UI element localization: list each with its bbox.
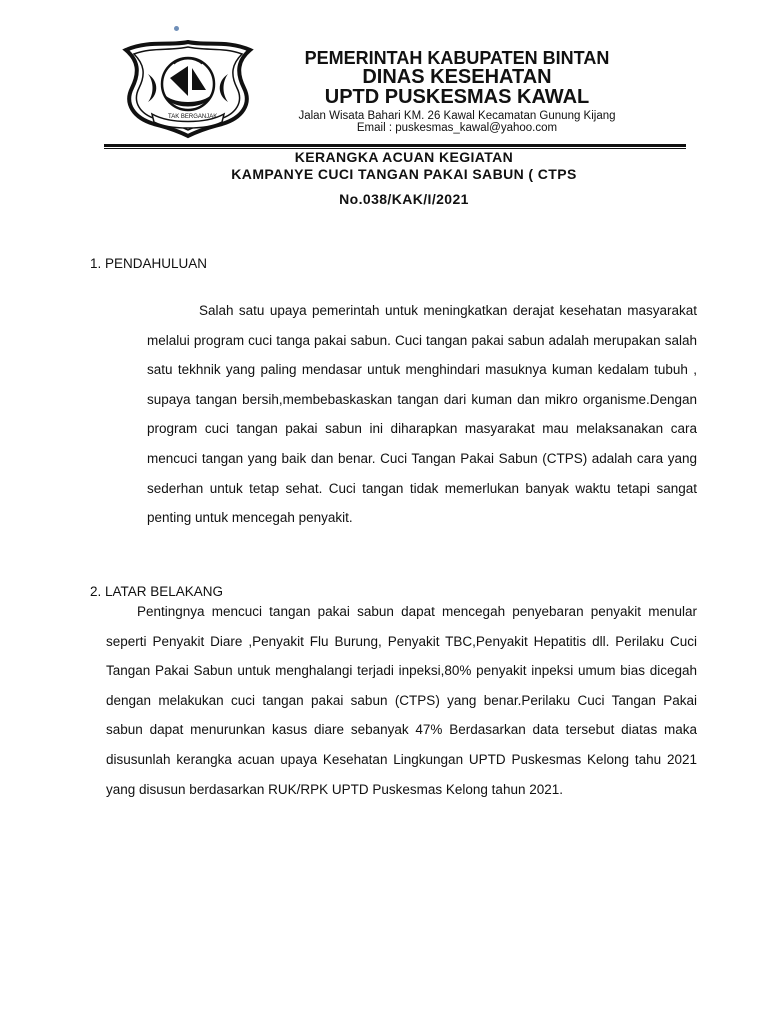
regional-emblem-icon [108,38,268,140]
document-title: KERANGKA ACUAN KEGIATAN [294,149,514,165]
email-line: Email : puskesmas_kawal@yahoo.com [356,122,558,134]
letterhead-rule-thick [104,144,686,147]
document-number: No.038/KAK/I/2021 [339,191,469,207]
government-name: PEMERINTAH KABUPATEN BINTAN [304,48,610,68]
logo-motto: TAK BERGANJAK [168,114,218,120]
document-subtitle: KAMPANYE CUCI TANGAN PAKAI SABUN ( CTPS [231,166,577,182]
unit-name: UPTD PUSKESMAS KAWAL [324,86,590,108]
section-heading-latar-belakang: 2. LATAR BELAKANG [90,584,224,599]
section-body-latar-belakang: Pentingnya mencuci tangan pakai sabun dapat mencegah penyebaran penyakit menular seperti Penyakit Diare ,Penyakit Flu Burung, Penyakit TBC,Penyakit Hepatitis dll. Perilaku Cuci Tangan Pakai Sabun untuk menghalangi terjadi inpeksi,80% penyakit inpeksi umum bias dicegah dengan melakukan cuci tangan pakai sabun (CTPS) yang benar.Perilaku Cuci Tangan Pakai sabun dapat menurunkan kasus diare sebanyak 47% Berdasarkan data tersebut diatas maka disusunlah kerangka acuan upaya Kesehatan Lingkungan UPTD Puskesmas Kelong tahu 2021 yang disusun berdasarkan RUK/RPK UPTD Puskesmas Kelong tahun 2021. [106,604,697,797]
section-heading-pendahuluan: 1. PENDAHULUAN [90,256,208,271]
agency-name: DINAS KESEHATAN [362,66,552,88]
section-body-pendahuluan: Salah satu upaya pemerintah untuk meningkatkan derajat kesehatan masyarakat melalui program cuci tanga pakai sabun. Cuci tangan pakai sabun adalah merupakan salah satu tekhnik yang paling mendasar untuk menghindari masuknya kuman kedalam tubuh , supaya tangan bersih,membebaskaskan tangan dari kuman dan mikro organisme.Dengan program cuci tangan pakai sabun ini diharapkan masyarakat mau melaksanakan cara mencuci tangan yang baik dan benar. Cuci Tangan Pakai Sabun (CTPS) adalah cara yang sederhan untuk tetap sehat. Cuci tangan tidak memerlukan banyak waktu tetapi sangat penting untuk mencegah penyakit. [147,303,697,526]
address-line: Jalan Wisata Bahari KM. 26 Kawal Kecamatan Gunung Kijang [298,110,616,122]
decorative-dot [174,26,179,31]
